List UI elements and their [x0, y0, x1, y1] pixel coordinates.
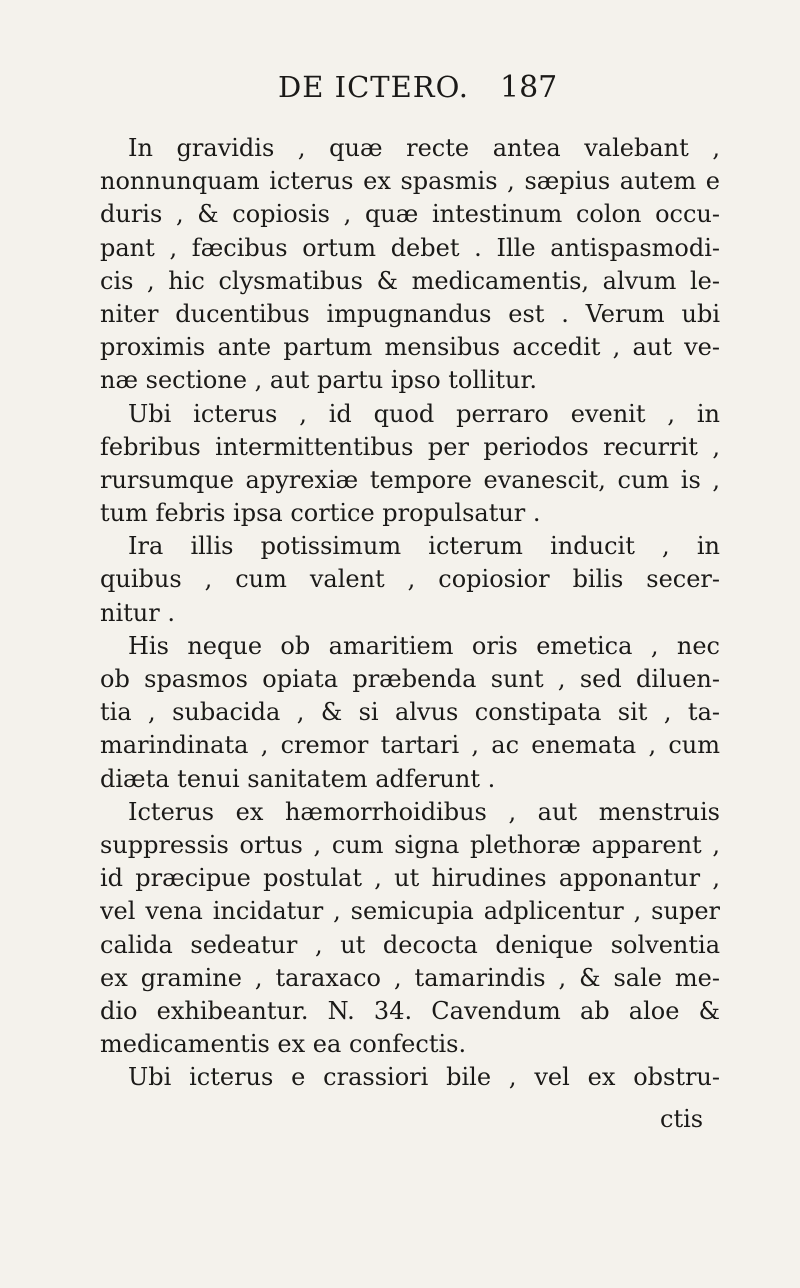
- running-head: [0, 70, 800, 110]
- text-line: dio exhibeantur. N. 34. Cavendum ab aloe &: [100, 996, 720, 1025]
- text-line: id præcipue postulat , ut hirudines apponantur ,: [100, 864, 720, 893]
- text-line: Ubi icterus , id quod perraro evenit , in: [128, 399, 720, 428]
- text-line: cis , hic clysmatibus & medicamentis, alvum le-: [100, 266, 720, 295]
- text-line: tia , subacida , & si alvus constipata sit , ta-: [100, 698, 720, 727]
- text-line: vel vena incidatur , semicupia adplicentur , super: [100, 897, 720, 926]
- text-line: In gravidis , quæ recte antea valebant ,: [128, 134, 720, 162]
- body-text: [100, 132, 720, 1094]
- text-line: His neque ob amaritiem oris emetica , nec: [128, 631, 720, 660]
- text-line: Ubi icterus e crassiori bile , vel ex obstru-: [128, 1063, 720, 1092]
- text-line: nitur .: [100, 598, 175, 627]
- page-number: 187: [500, 70, 558, 105]
- text-line: Icterus ex hæmorrhoidibus , aut menstruis: [128, 797, 720, 826]
- running-title: DE ICTERO.: [278, 70, 469, 104]
- text-line: Ira illis potissimum icterum inducit , in: [128, 532, 720, 561]
- text-line: calida sedeatur , ut decocta denique solventia: [100, 930, 720, 959]
- text-line: febribus intermittentibus per periodos recurrit ,: [100, 432, 720, 461]
- text-line: rursumque apyrexiæ tempore evanescit, cum is ,: [100, 465, 720, 494]
- text-line: medicamentis ex ea confectis.: [100, 1030, 467, 1059]
- text-line: marindinata , cremor tartari , ac enemata , cum: [100, 731, 720, 760]
- text-line: duris , & copiosis , quæ intestinum colon occu-: [100, 200, 720, 229]
- text-line: proximis ante partum mensibus accedit , aut ve-: [100, 333, 720, 362]
- text-line: diæta tenui sanitatem adferunt .: [100, 764, 496, 793]
- catchword: ctis: [660, 1105, 704, 1133]
- text-line: ex gramine , taraxaco , tamarindis , & sale me-: [100, 963, 720, 992]
- text-line: tum febris ipsa cortice propulsatur .: [100, 499, 541, 528]
- text-line: nonnunquam icterus ex spasmis , sæpius autem e: [100, 167, 720, 196]
- text-line: niter ducentibus impugnandus est . Verum ubi: [100, 299, 720, 328]
- text-line: næ sectione , aut partu ipso tollitur.: [100, 366, 537, 395]
- text-line: ob spasmos opiata præbenda sunt , sed diluen-: [100, 665, 720, 693]
- text-line: suppressis ortus , cum signa plethoræ apparent ,: [100, 830, 720, 859]
- text-line: quibus , cum valent , copiosior bilis secer-: [100, 565, 720, 594]
- text-line: pant , fæcibus ortum debet . Ille antispasmodi-: [100, 233, 720, 262]
